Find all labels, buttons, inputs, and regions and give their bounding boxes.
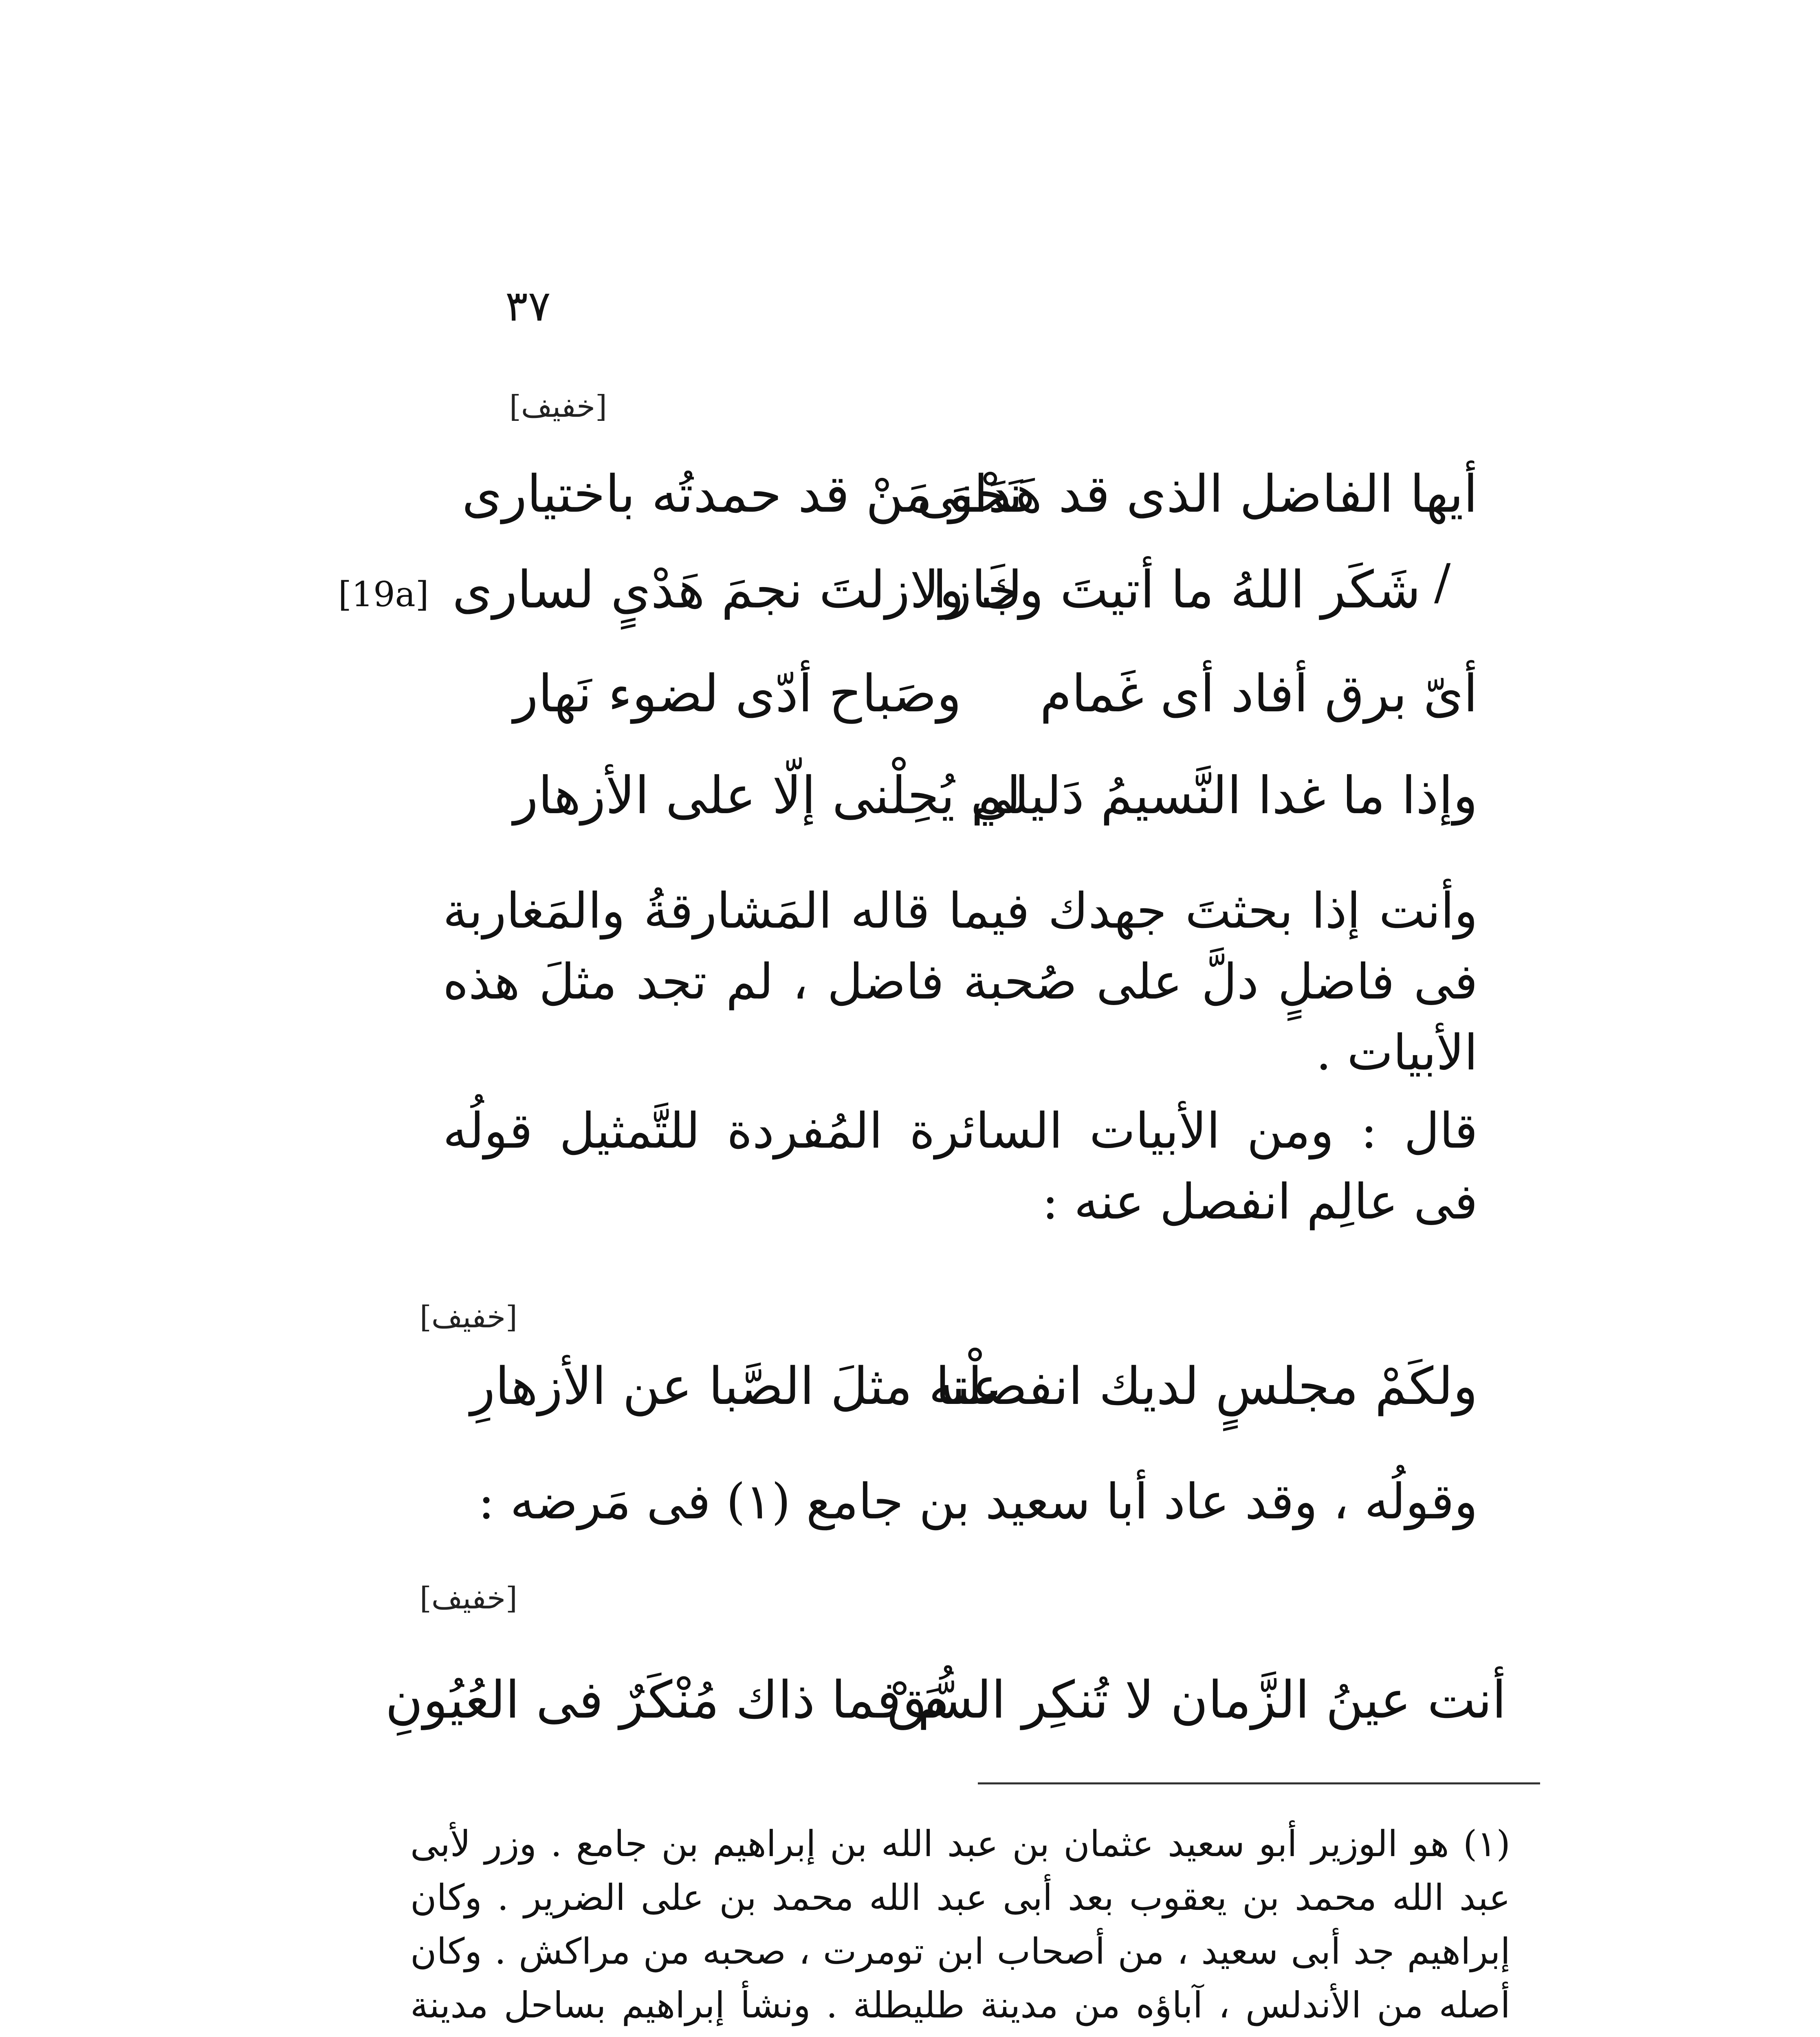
page-number: ٣٧ [505,281,551,331]
verse-5-second-hemistich: عنه مثلَ الصَّبا عن الأزهارِ [470,1356,1002,1416]
verse-3-second-hemistich: وصَباح أدّى لضوء نَهار [513,664,962,724]
paragraph: قال : ومن الأبيات السائرة المُفردة للتَّمثيل قولُه فى عالِم انفصل عنه : [443,1103,1478,1230]
paragraph: وقولُه ، وقد عاد أبا سعيد بن جامع (١) فى مَرضه : [478,1474,1478,1530]
meter-label: [خفيف] [420,1300,517,1335]
verse-3-first-hemistich: أىّ برق أفاد أى غَمام [1040,664,1478,724]
folio-break-mark: / [1434,554,1451,611]
meter-label: [خفيف] [509,389,607,424]
verse-6-second-hemistich: مَ فما ذاك مُنْكَرٌ فى العُيُونِ [385,1670,949,1730]
verse-4-first-hemistich: وإذا ما غدا النَّسيمُ دَليلي [970,766,1478,825]
paragraph: وأنت إذا بحثتَ جهدك فيما قاله المَشارقةُ والمَغاربة فى فاضلٍ دلَّ على صُحبة فاضل ، لم تجد مثلَ هذه الأبيات . [443,883,1478,1081]
footnote-separator [978,1782,1540,1784]
verse-5-first-hemistich: ولكَمْ مجلسٍ لديك انفصلْنا [935,1356,1478,1416]
verse-1-second-hemistich: نَحْوَ مَنْ قد حمدتُه باختيارى [462,464,1023,524]
verse-2-second-hemistich: كَ ولازلتَ نجمَ هَدْىٍ لسارى [452,560,1023,620]
verse-4-second-hemistich: لم يُحِلْنى إلّا على الأزهار [513,766,1021,825]
verse-6-first-hemistich: أنت عينُ الزَّمان لا تُنكِر السُّقْ [887,1670,1506,1730]
verse-1-first-hemistich: أيها الفاضل الذى قد هَدَانى [917,464,1478,524]
footnote-paragraph: (١) هو الوزير أبو سعيد عثمان بن عبد الله بن إبراهيم بن جامع . وزر لأبى عبد الله محمد بن يعقوب بعد أبى عبد الله محمد بن على الضرير . وكان إبراهيم جد أبى سعيد ، من أصحاب ابن تومرت ، صحبه من مراكش . وكان أصله من الأندلس ، آباؤه من مدينة طليطلة . ونشأ إبراهيم بساحل مدينة [410,1823,1511,2026]
marginal-reference: [19a] [338,574,429,614]
meter-label: [خفيف] [420,1581,517,1616]
verse-2-first-hemistich: شَكَر اللهُ ما أتيتَ وجازا [932,560,1421,620]
